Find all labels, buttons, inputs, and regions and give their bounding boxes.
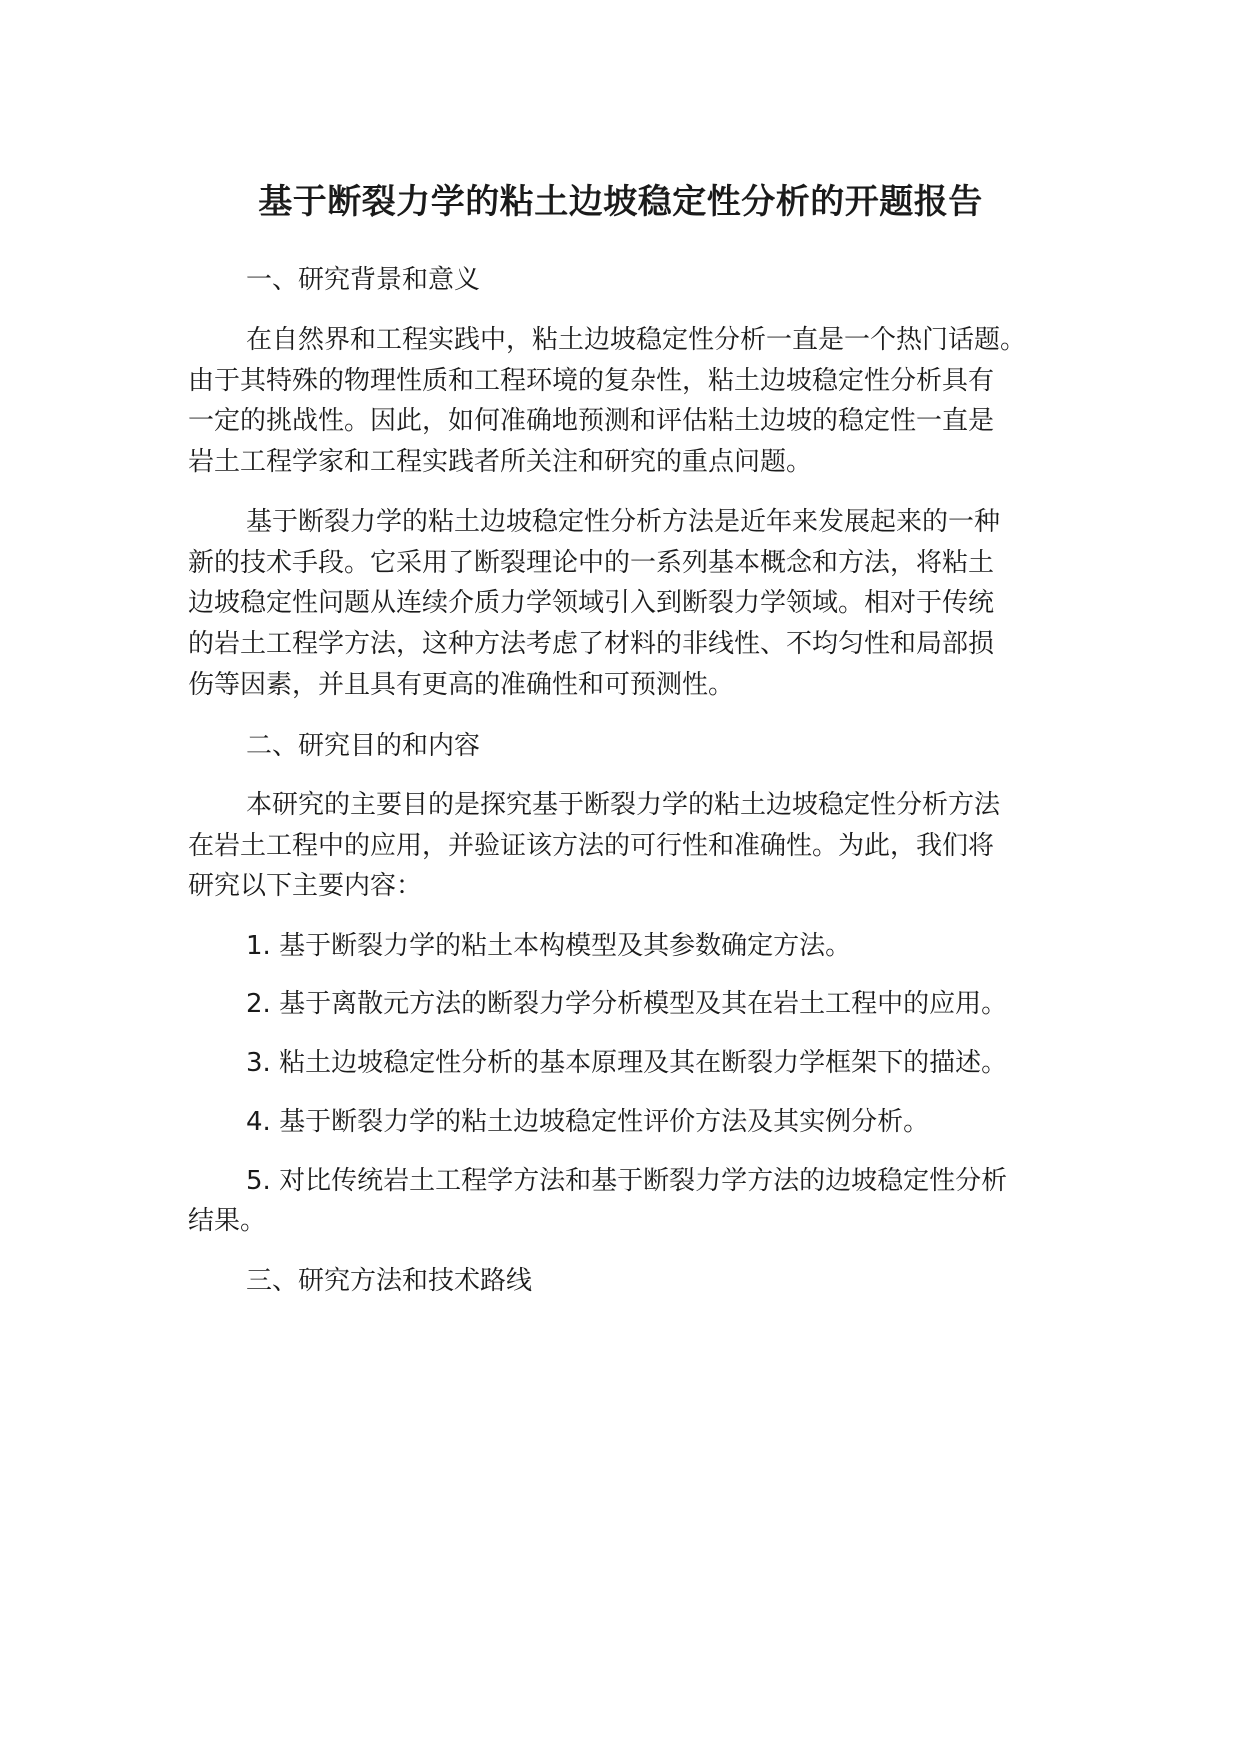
paragraph-line: 岩土工程学家和工程实践者所关注和研究的重点问题。 [188,447,813,477]
paragraph-line: 一定的挑战性。因此，如何准确地预测和评估粘土边坡的稳定性一直是 [188,406,995,436]
list-item-continuation: 结果。 [188,1206,267,1236]
paragraph-line: 由于其特殊的物理性质和工程环境的复杂性，粘土边坡稳定性分析具有 [188,366,995,396]
section-heading-methods: 三、研究方法和技术路线 [246,1266,533,1296]
list-item: 4. 基于断裂力学的粘土边坡稳定性评价方法及其实例分析。 [246,1107,930,1137]
list-item: 5. 对比传统岩土工程学方法和基于断裂力学方法的边坡稳定性分析 [246,1166,1008,1196]
paragraph-line: 研究以下主要内容： [188,871,423,901]
paragraph-line: 本研究的主要目的是探究基于断裂力学的粘土边坡稳定性分析方法 [246,790,1001,820]
paragraph-line: 在岩土工程中的应用，并验证该方法的可行性和准确性。为此，我们将 [188,831,995,861]
section-heading-background: 一、研究背景和意义 [246,265,481,295]
paragraph-line: 基于断裂力学的粘土边坡稳定性分析方法是近年来发展起来的一种 [246,507,1001,537]
section-heading-objectives: 二、研究目的和内容 [246,731,481,761]
paragraph-line: 伤等因素，并且具有更高的准确性和可预测性。 [188,670,735,700]
paragraph-line: 新的技术手段。它采用了断裂理论中的一系列基本概念和方法，将粘土 [188,548,995,578]
paragraph-line: 边坡稳定性问题从连续介质力学领域引入到断裂力学领域。相对于传统 [188,588,995,618]
list-item: 3. 粘土边坡稳定性分析的基本原理及其在断裂力学框架下的描述。 [246,1048,1008,1078]
paragraph-line: 在自然界和工程实践中，粘土边坡稳定性分析一直是一个热门话题。 [246,325,1027,355]
document-title: 基于断裂力学的粘土边坡稳定性分析的开题报告 [258,182,983,222]
list-item: 2. 基于离散元方法的断裂力学分析模型及其在岩土工程中的应用。 [246,989,1008,1019]
list-item: 1. 基于断裂力学的粘土本构模型及其参数确定方法。 [246,931,852,961]
paragraph-line: 的岩土工程学方法，这种方法考虑了材料的非线性、不均匀性和局部损 [188,629,995,659]
